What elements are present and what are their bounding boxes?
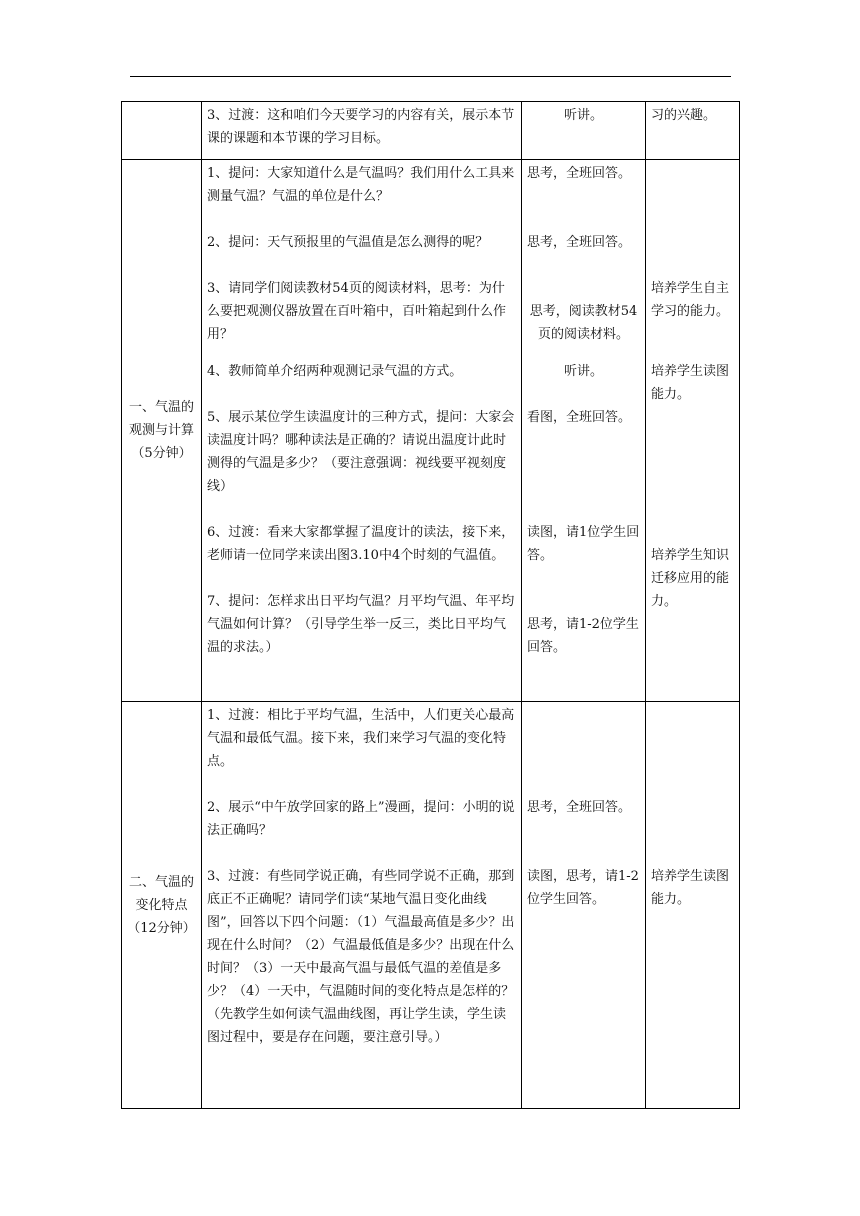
teacher-activity-text: 2、展示“中午放学回家的路上”漫画，提问：小明的说法正确吗？ <box>207 800 515 838</box>
teacher-activity-text: 4、教师简单介绍两种观测记录气温的方式。 <box>207 364 463 379</box>
design-intent-cell <box>646 102 740 160</box>
student-activity-cell <box>522 160 646 702</box>
lesson-plan-table <box>121 101 740 1109</box>
teacher-activity-cell <box>202 102 522 160</box>
teacher-activity-cell <box>202 702 522 1109</box>
teacher-activity-text: 6、过渡：看来大家都掌握了温度计的读法，接下来，老师请一位同学来读出图3.10中4个时刻的气温值。 <box>207 525 515 563</box>
design-intent-text: 培养学生读图能力。 <box>651 364 730 402</box>
student-activity-text: 思考，全班回答。 <box>527 235 632 250</box>
section-title: 二、气温的变化特点（12分钟） <box>127 874 196 936</box>
teacher-activity-text: 1、提问：大家知道什么是气温吗？我们用什么工具来测量气温？气温的单位是什么？ <box>207 166 515 204</box>
table-row <box>122 102 740 160</box>
section-cell <box>122 702 202 1109</box>
teacher-activity-text: 3、请同学们阅读教材54页的阅读材料，思考：为什么要把观测仪器放置在百叶箱中，百叶箱起到什么作用？ <box>207 281 507 342</box>
design-intent-cell <box>646 160 740 702</box>
teacher-activity-text: 3、过渡：有些同学说正确，有些同学说不正确，那到底正不正确呢？请同学们读“某地气温日变化曲线图”，回答以下四个问题：（1）气温最高值是多少？出现在什么时间？（2）气温最低值是多少？出现在什么时间？（3）一天中最高气温与最低气温的差值是多少？（4）一天中，气温随时间的变化特点是怎样的？ <box>207 869 515 999</box>
student-activity-text: 思考，请1-2位学生回答。 <box>527 617 639 655</box>
student-activity-text: 思考，全班回答。 <box>527 800 632 815</box>
student-activity-text: 看图，全班回答。 <box>527 410 632 425</box>
student-activity-cell <box>522 102 646 160</box>
design-intent-text: 培养学生读图能力。 <box>651 869 730 907</box>
teacher-activity-text: （先教学生如何读气温曲线图，再让学生读，学生读图过程中，要是存在问题，要注意引导。） <box>207 1007 507 1045</box>
student-activity-text: 读图，思考，请1-2位学生回答。 <box>527 869 639 907</box>
design-intent-text: 习的兴趣。 <box>651 108 717 123</box>
design-intent-text: 培养学生知识迁移应用的能力。 <box>651 548 730 609</box>
teacher-activity-text: 7、提问：怎样求出日平均气温？月平均气温、年平均气温如何计算？（引导学生举一反三，类比日平均气温的求法。） <box>207 594 515 655</box>
design-intent-cell <box>646 702 740 1109</box>
teacher-activity-cell <box>202 160 522 702</box>
design-intent-text: 培养学生自主学习的能力。 <box>651 281 730 319</box>
teacher-activity-text: 2、提问：天气预报里的气温值是怎么测得的呢？ <box>207 235 489 250</box>
student-activity-text: 读图，请1位学生回答。 <box>527 525 640 563</box>
teacher-activity-text: 5、展示某位学生读温度计的三种方式，提问：大家会读温度计吗？哪种读法是正确的？请说出温度计此时测得的气温是多少？（要注意强调：视线要平视刻度线） <box>207 410 515 494</box>
student-activity-text: 听讲。 <box>563 364 603 379</box>
student-activity-text: 听讲。 <box>563 108 603 123</box>
section-cell <box>122 102 202 160</box>
table-row <box>122 702 740 1109</box>
student-activity-text: 思考，阅读教材54页的阅读材料。 <box>529 304 638 342</box>
section-title: 一、气温的观测与计算（5分钟） <box>128 400 194 461</box>
student-activity-text: 思考，全班回答。 <box>527 166 632 181</box>
student-activity-cell <box>522 702 646 1109</box>
teacher-activity-text: 1、过渡：相比于平均气温，生活中，人们更关心最高气温和最低气温。接下来，我们来学习气温的变化特点。 <box>207 708 515 769</box>
table-row <box>122 160 740 702</box>
header-rule <box>130 76 731 77</box>
section-cell <box>122 160 202 702</box>
teacher-activity-text: 3、过渡：这和咱们今天要学习的内容有关，展示本节课的课题和本节课的学习目标。 <box>207 108 515 146</box>
